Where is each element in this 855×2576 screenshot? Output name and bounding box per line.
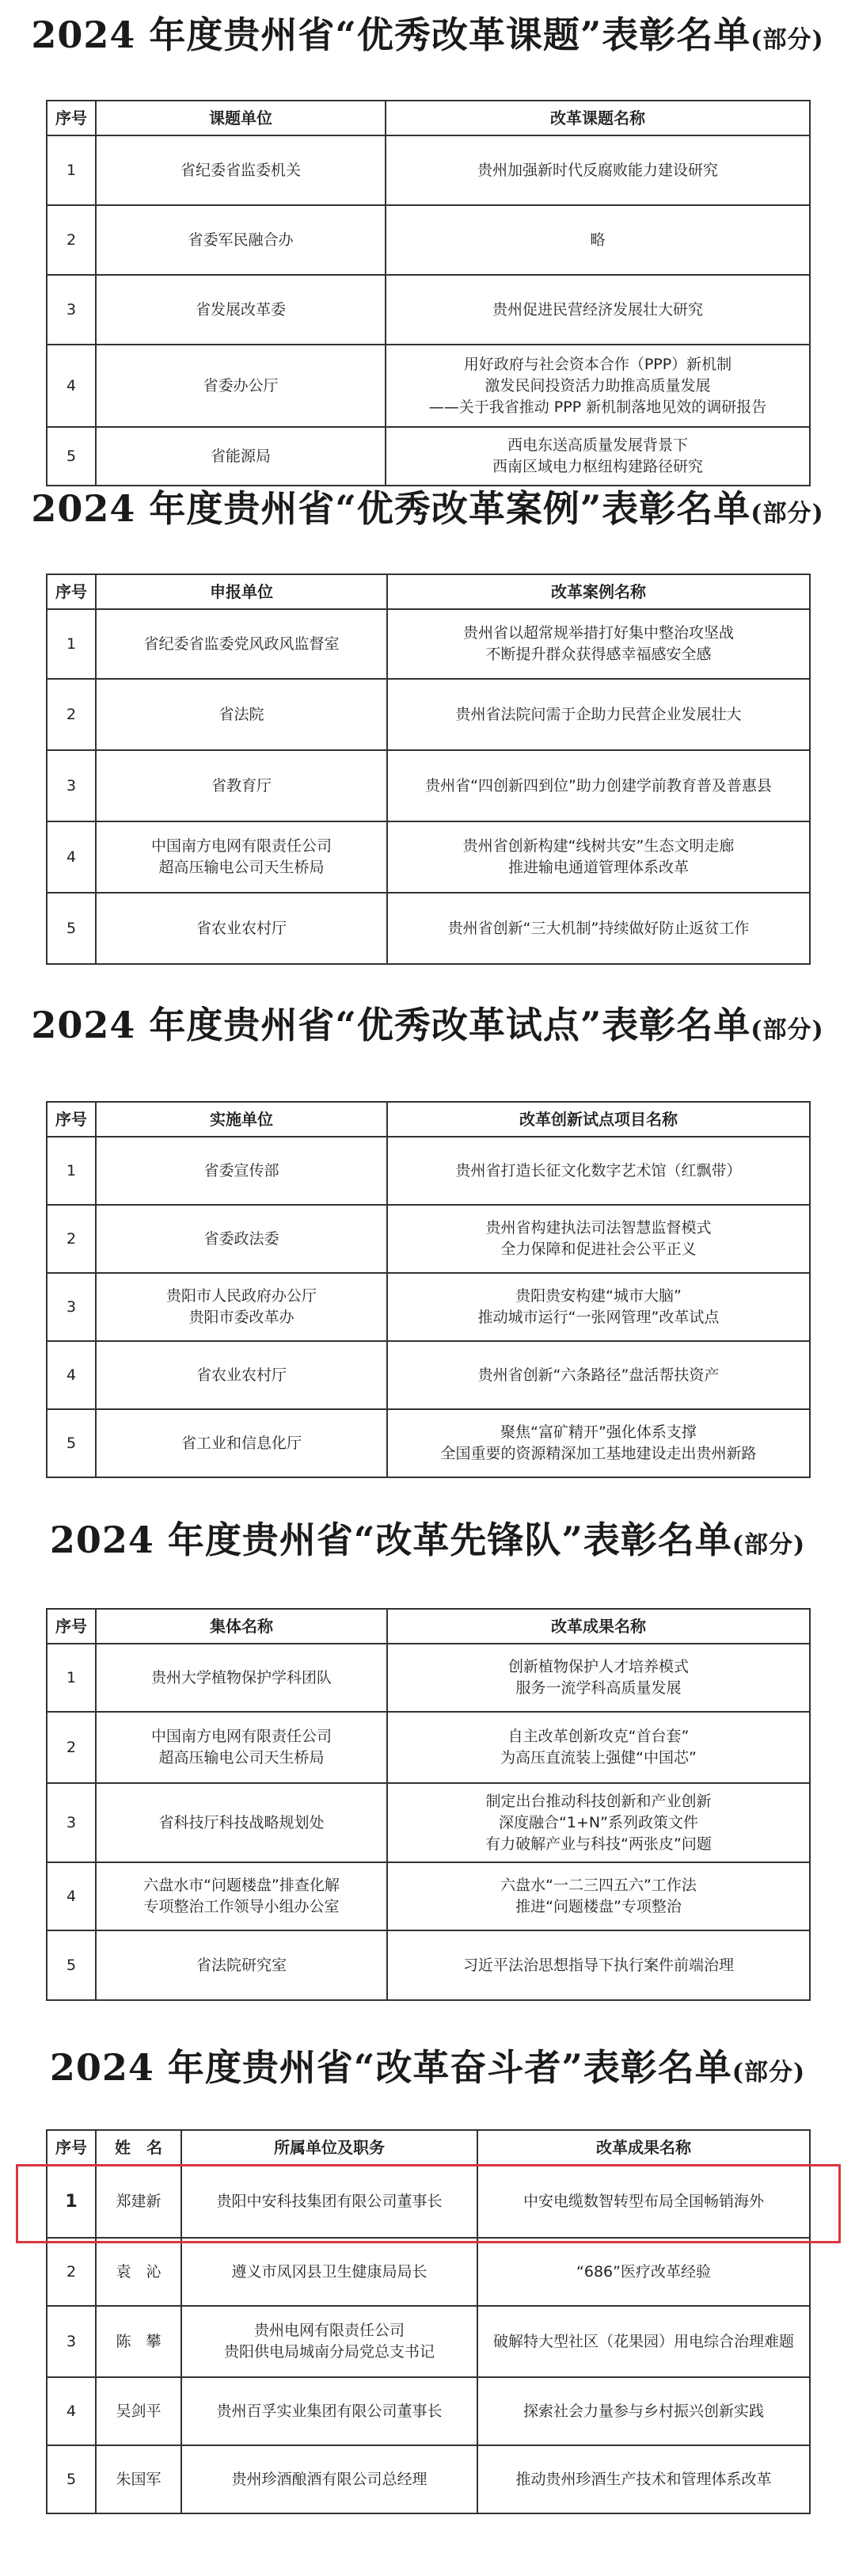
- header-cell: 集体名称: [96, 1609, 387, 1644]
- table-row: [47, 1930, 810, 2000]
- name-cell: 中安电缆数智转型布局全国畅销海外: [477, 2165, 810, 2238]
- name-cell: 贵州省打造长征文化数字艺术馆（红飘带）: [387, 1137, 810, 1205]
- header-cell: 改革成果名称: [387, 1609, 810, 1644]
- table-header-row: [47, 574, 810, 609]
- table-row: [47, 893, 810, 964]
- section-title: [0, 1516, 855, 1564]
- unit-cell: 中国南方电网有限责任公司 超高压输电公司天生桥局: [96, 1712, 387, 1783]
- title-suffix: (部分): [750, 26, 824, 54]
- table-row: [47, 1862, 810, 1930]
- unit-cell: 贵州百孚实业集团有限公司董事长: [181, 2377, 477, 2445]
- title-suffix: (部分): [732, 2059, 806, 2086]
- header-cell: 改革案例名称: [387, 574, 810, 609]
- unit-cell: 贵州电网有限责任公司 贵阳供电局城南分局党总支书记: [181, 2306, 477, 2377]
- row-number: 2: [47, 1205, 96, 1273]
- row-number: 2: [47, 1712, 96, 1783]
- row-number: 5: [47, 2445, 96, 2513]
- table-row: [47, 345, 810, 427]
- table-row: [47, 1783, 810, 1862]
- unit-cell: 省纪委省监委机关: [96, 135, 386, 205]
- table-row: [47, 427, 810, 486]
- unit-cell: 省科技厅科技战略规划处: [96, 1783, 387, 1862]
- unit-cell: 省委办公厅: [96, 345, 386, 427]
- name-cell: 贵州省构建执法司法智慧监督模式 全力保障和促进社会公平正义: [387, 1205, 810, 1273]
- section-title: [0, 485, 855, 532]
- name-cell: 用好政府与社会资本合作（PPP）新机制 激发民间投资活力助推高质量发展 ——关于我省推动 PPP 新机制落地见效的调研报告: [386, 345, 810, 427]
- row-number: 3: [47, 275, 96, 345]
- table-row: [47, 135, 810, 205]
- unit-cell: 省工业和信息化厅: [96, 1409, 387, 1477]
- title-suffix: (部分): [732, 1531, 806, 1559]
- table-reform-pilots: [46, 1101, 811, 1478]
- name-cell: 贵州省法院问需于企助力民营企业发展壮大: [387, 679, 810, 750]
- table-row: [47, 750, 810, 821]
- row-number: 5: [47, 1409, 96, 1477]
- unit-cell: 贵阳中安科技集团有限公司董事长: [181, 2165, 477, 2238]
- unit-cell: 省委政法委: [96, 1205, 387, 1273]
- title-text: 2024 年度贵州省“优秀改革案例”表彰名单: [31, 487, 751, 530]
- unit-cell: 遵义市凤冈县卫生健康局局长: [181, 2238, 477, 2306]
- table-row: [47, 1644, 810, 1712]
- row-number: 1: [47, 609, 96, 679]
- name-cell: 贵州省创新构建“线树共安”生态文明走廊 推进输电通道管理体系改革: [387, 821, 810, 893]
- table-row: [47, 205, 810, 275]
- unit-cell: 中国南方电网有限责任公司 超高压输电公司天生桥局: [96, 821, 387, 893]
- table-row: [47, 1341, 810, 1409]
- header-cell: 序号: [47, 1102, 96, 1137]
- table-header-row: [47, 2130, 810, 2165]
- row-number: 4: [47, 1862, 96, 1930]
- row-number: 1: [47, 1644, 96, 1712]
- name-cell: 贵州省创新“六条路径”盘活帮扶资产: [387, 1341, 810, 1409]
- table-row-highlighted: [47, 2165, 810, 2238]
- name-cell: 贵州省“四创新四到位”助力创建学前教育普及普惠县: [387, 750, 810, 821]
- header-cell: 序号: [47, 101, 96, 135]
- name-cell: 贵阳贵安构建“城市大脑” 推动城市运行“一张网管理”改革试点: [387, 1273, 810, 1341]
- table-row: [47, 609, 810, 679]
- header-cell: 改革成果名称: [477, 2130, 810, 2165]
- table-reform-strivers: [46, 2129, 811, 2514]
- table-reform-cases: [46, 574, 811, 965]
- row-number: 1: [47, 135, 96, 205]
- person-name: 朱国军: [96, 2445, 181, 2513]
- header-cell: 序号: [47, 1609, 96, 1644]
- row-number: 1: [47, 2165, 96, 2238]
- unit-cell: 贵州珍酒酿酒有限公司总经理: [181, 2445, 477, 2513]
- table-header-row: [47, 101, 810, 135]
- header-cell: 所属单位及职务: [181, 2130, 477, 2165]
- title-text: 2024 年度贵州省“优秀改革试点”表彰名单: [31, 1004, 751, 1046]
- name-cell: 制定出台推动科技创新和产业创新 深度融合“1+N”系列政策文件 有力破解产业与科技“两张皮”问题: [387, 1783, 810, 1862]
- header-cell: 序号: [47, 2130, 96, 2165]
- name-cell: 聚焦“富矿精开”强化体系支撑 全国重要的资源精深加工基地建设走出贵州新路: [387, 1409, 810, 1477]
- name-cell: 贵州省创新“三大机制”持续做好防止返贫工作: [387, 893, 810, 964]
- table-reform-topics: [46, 100, 811, 486]
- table-row: [47, 1273, 810, 1341]
- unit-cell: 六盘水市“问题楼盘”排查化解 专项整治工作领导小组办公室: [96, 1862, 387, 1930]
- title-text: 2024 年度贵州省“改革先锋队”表彰名单: [49, 1519, 732, 1561]
- unit-cell: 省农业农村厅: [96, 893, 387, 964]
- name-cell: 习近平法治思想指导下执行案件前端治理: [387, 1930, 810, 2000]
- name-cell: 探索社会力量参与乡村振兴创新实践: [477, 2377, 810, 2445]
- table-row: [47, 2377, 810, 2445]
- table-row: [47, 1712, 810, 1783]
- person-name: 袁 沁: [96, 2238, 181, 2306]
- person-name: 陈 攀: [96, 2306, 181, 2377]
- row-number: 2: [47, 679, 96, 750]
- header-cell: 申报单位: [96, 574, 387, 609]
- table-row: [47, 2238, 810, 2306]
- name-cell: 贵州促进民营经济发展壮大研究: [386, 275, 810, 345]
- unit-cell: 省委宣传部: [96, 1137, 387, 1205]
- header-cell: 改革课题名称: [386, 101, 810, 135]
- header-cell: 序号: [47, 574, 96, 609]
- title-text: 2024 年度贵州省“改革奋斗者”表彰名单: [49, 2046, 732, 2089]
- person-name: 吴剑平: [96, 2377, 181, 2445]
- name-cell: 贵州省以超常规举措打好集中整治攻坚战 不断提升群众获得感幸福感安全感: [387, 609, 810, 679]
- unit-cell: 省教育厅: [96, 750, 387, 821]
- header-cell: 改革创新试点项目名称: [387, 1102, 810, 1137]
- unit-cell: 省纪委省监委党风政风监督室: [96, 609, 387, 679]
- table-row: [47, 275, 810, 345]
- row-number: 5: [47, 1930, 96, 2000]
- name-cell: 创新植物保护人才培养模式 服务一流学科高质量发展: [387, 1644, 810, 1712]
- table-row: [47, 1409, 810, 1477]
- title-text: 2024 年度贵州省“优秀改革课题”表彰名单: [31, 13, 751, 56]
- unit-cell: 省发展改革委: [96, 275, 386, 345]
- name-cell: “686”医疗改革经验: [477, 2238, 810, 2306]
- row-number: 3: [47, 2306, 96, 2377]
- name-cell: 自主改革创新攻克“首台套” 为高压直流装上强健“中国芯”: [387, 1712, 810, 1783]
- unit-cell: 贵州大学植物保护学科团队: [96, 1644, 387, 1712]
- table-row: [47, 1137, 810, 1205]
- table-row: [47, 1205, 810, 1273]
- table-header-row: [47, 1609, 810, 1644]
- row-number: 3: [47, 1273, 96, 1341]
- row-number: 1: [47, 1137, 96, 1205]
- name-cell: 西电东送高质量发展背景下 西南区域电力枢纽构建路径研究: [386, 427, 810, 486]
- unit-cell: 省委军民融合办: [96, 205, 386, 275]
- row-number: 2: [47, 2238, 96, 2306]
- person-name: 郑建新: [96, 2165, 181, 2238]
- name-cell: 六盘水“一二三四五六”工作法 推进“问题楼盘”专项整治: [387, 1862, 810, 1930]
- unit-cell: 省法院研究室: [96, 1930, 387, 2000]
- title-suffix: (部分): [750, 1016, 824, 1044]
- unit-cell: 贵阳市人民政府办公厅 贵阳市委改革办: [96, 1273, 387, 1341]
- row-number: 5: [47, 893, 96, 964]
- row-number: 4: [47, 345, 96, 427]
- name-cell: 推动贵州珍酒生产技术和管理体系改革: [477, 2445, 810, 2513]
- unit-cell: 省法院: [96, 679, 387, 750]
- name-cell: 破解特大型社区（花果园）用电综合治理难题: [477, 2306, 810, 2377]
- row-number: 3: [47, 750, 96, 821]
- table-row: [47, 821, 810, 893]
- row-number: 4: [47, 2377, 96, 2445]
- table-row: [47, 2445, 810, 2513]
- unit-cell: 省农业农村厅: [96, 1341, 387, 1409]
- header-cell: 姓 名: [96, 2130, 181, 2165]
- name-cell: 贵州加强新时代反腐败能力建设研究: [386, 135, 810, 205]
- row-number: 4: [47, 1341, 96, 1409]
- title-suffix: (部分): [750, 500, 824, 528]
- table-header-row: [47, 1102, 810, 1137]
- row-number: 5: [47, 427, 96, 486]
- row-number: 3: [47, 1783, 96, 1862]
- section-title: [0, 1001, 855, 1049]
- row-number: 4: [47, 821, 96, 893]
- row-number: 2: [47, 205, 96, 275]
- header-cell: 课题单位: [96, 101, 386, 135]
- table-row: [47, 2306, 810, 2377]
- section-title: [0, 11, 855, 59]
- table-row: [47, 679, 810, 750]
- section-title: [0, 2044, 855, 2091]
- table-reform-pioneers: [46, 1608, 811, 2001]
- name-cell: 略: [386, 205, 810, 275]
- header-cell: 实施单位: [96, 1102, 387, 1137]
- unit-cell: 省能源局: [96, 427, 386, 486]
